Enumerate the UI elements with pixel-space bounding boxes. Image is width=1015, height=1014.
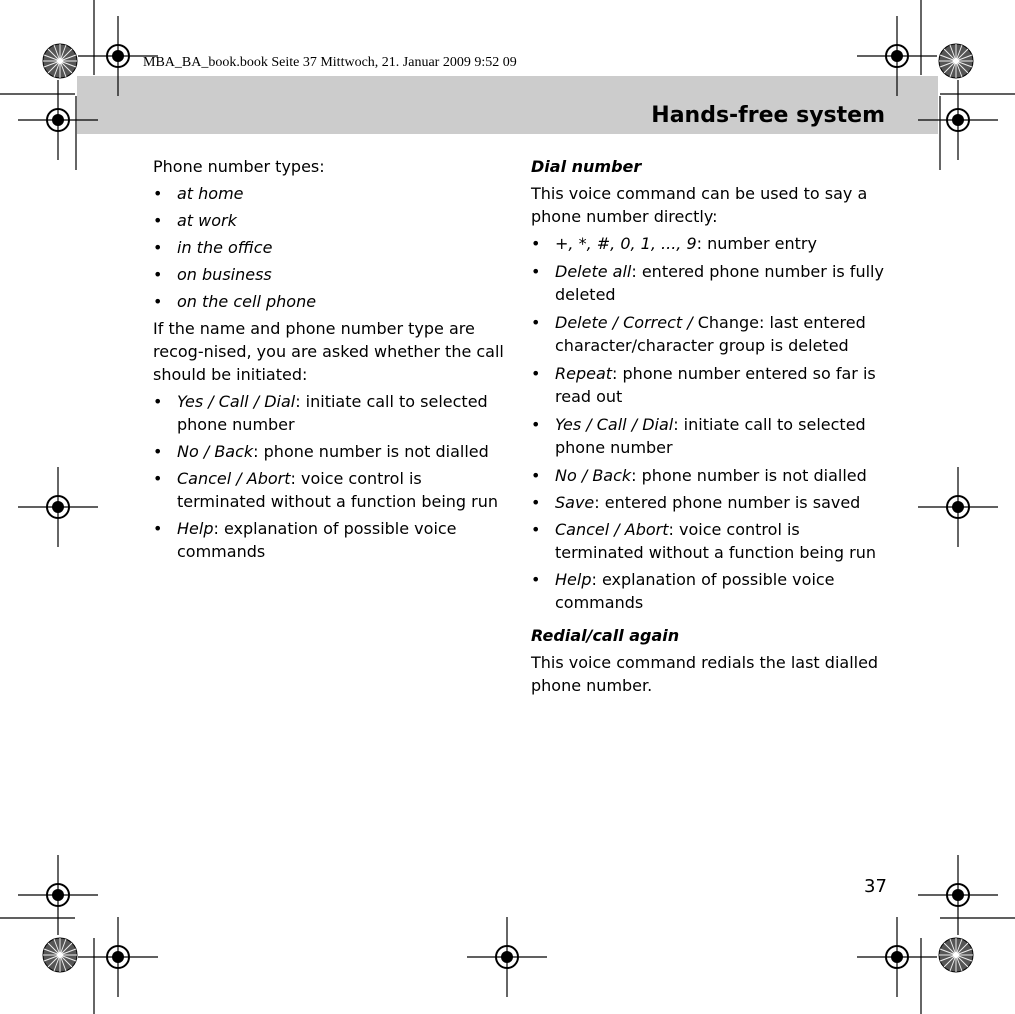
color-target-mark xyxy=(939,44,973,78)
command-description: : initiate call to selected phone number xyxy=(555,415,866,457)
phone-type-item: • on business xyxy=(153,263,508,286)
dial-number-heading: Dial number xyxy=(531,157,642,176)
page-number: 37 xyxy=(864,876,887,897)
phone-type-item: • in the office xyxy=(153,236,508,259)
registration-mark xyxy=(18,467,98,547)
command-description: : voice control is terminated without a function being run xyxy=(177,469,499,511)
command-description: : entered phone number is fully deleted xyxy=(555,262,884,304)
command-description: Change: last entered character/character group is deleted xyxy=(555,313,866,355)
command-name: Yes / Call / Dial xyxy=(177,392,296,411)
registration-mark xyxy=(78,16,158,96)
command-name: Repeat xyxy=(555,364,613,383)
command-name: Cancel / Abort xyxy=(177,469,291,488)
color-target-mark xyxy=(939,938,973,972)
registration-mark xyxy=(857,917,937,997)
command-description: : number entry xyxy=(696,234,817,253)
phone-type-item: • on the cell phone xyxy=(153,290,508,313)
command-description: : explanation of possible voice commands xyxy=(177,519,457,561)
command-name: No / Back xyxy=(177,442,254,461)
print-info-line: MBA_BA_book.book Seite 37 Mittwoch, 21. Januar 2009 9:52 09 xyxy=(143,55,517,70)
registration-mark xyxy=(857,16,937,96)
command-description: : initiate call to selected phone number xyxy=(177,392,488,434)
command-name: Help xyxy=(555,570,592,589)
command-name: Yes / Call / Dial xyxy=(555,415,674,434)
command-name: Cancel / Abort xyxy=(555,520,669,539)
command-description: : voice control is terminated without a function being run xyxy=(555,520,877,562)
command-name: Delete all xyxy=(555,262,632,281)
registration-mark xyxy=(918,467,998,547)
redial-description: This voice command redials the last dialled phone number. xyxy=(531,653,879,695)
command-name: Delete / Correct / xyxy=(555,313,693,332)
command-name: +, *, #, 0, 1, ..., 9 xyxy=(555,234,697,253)
redial-heading: Redial/call again xyxy=(531,626,680,645)
recognition-paragraph: If the name and phone number type are recog-nised, you are asked whether the call should be initiated: xyxy=(153,319,504,384)
color-target-mark xyxy=(43,44,77,78)
color-target-mark xyxy=(43,938,77,972)
registration-mark xyxy=(918,855,998,935)
registration-mark xyxy=(918,80,998,160)
command-name: Save xyxy=(555,493,595,512)
command-description: : explanation of possible voice commands xyxy=(555,570,835,612)
command-description: : phone number is not dialled xyxy=(631,466,867,485)
command-description: : phone number entered so far is read out xyxy=(555,364,876,406)
command-name: No / Back xyxy=(555,466,632,485)
section-title: Hands-free system xyxy=(651,103,885,128)
phone-type-item: • at work xyxy=(153,209,508,232)
command-description: : entered phone number is saved xyxy=(594,493,861,512)
command-description: : phone number is not dialled xyxy=(253,442,489,461)
registration-mark xyxy=(78,917,158,997)
phone-type-item: • at home xyxy=(153,182,508,205)
phone-types-intro: Phone number types: xyxy=(153,157,325,176)
registration-mark xyxy=(467,917,547,997)
registration-mark xyxy=(18,80,98,160)
dial-number-intro: This voice command can be used to say a phone number directly: xyxy=(531,184,868,226)
command-name: Help xyxy=(177,519,214,538)
registration-mark xyxy=(18,855,98,935)
